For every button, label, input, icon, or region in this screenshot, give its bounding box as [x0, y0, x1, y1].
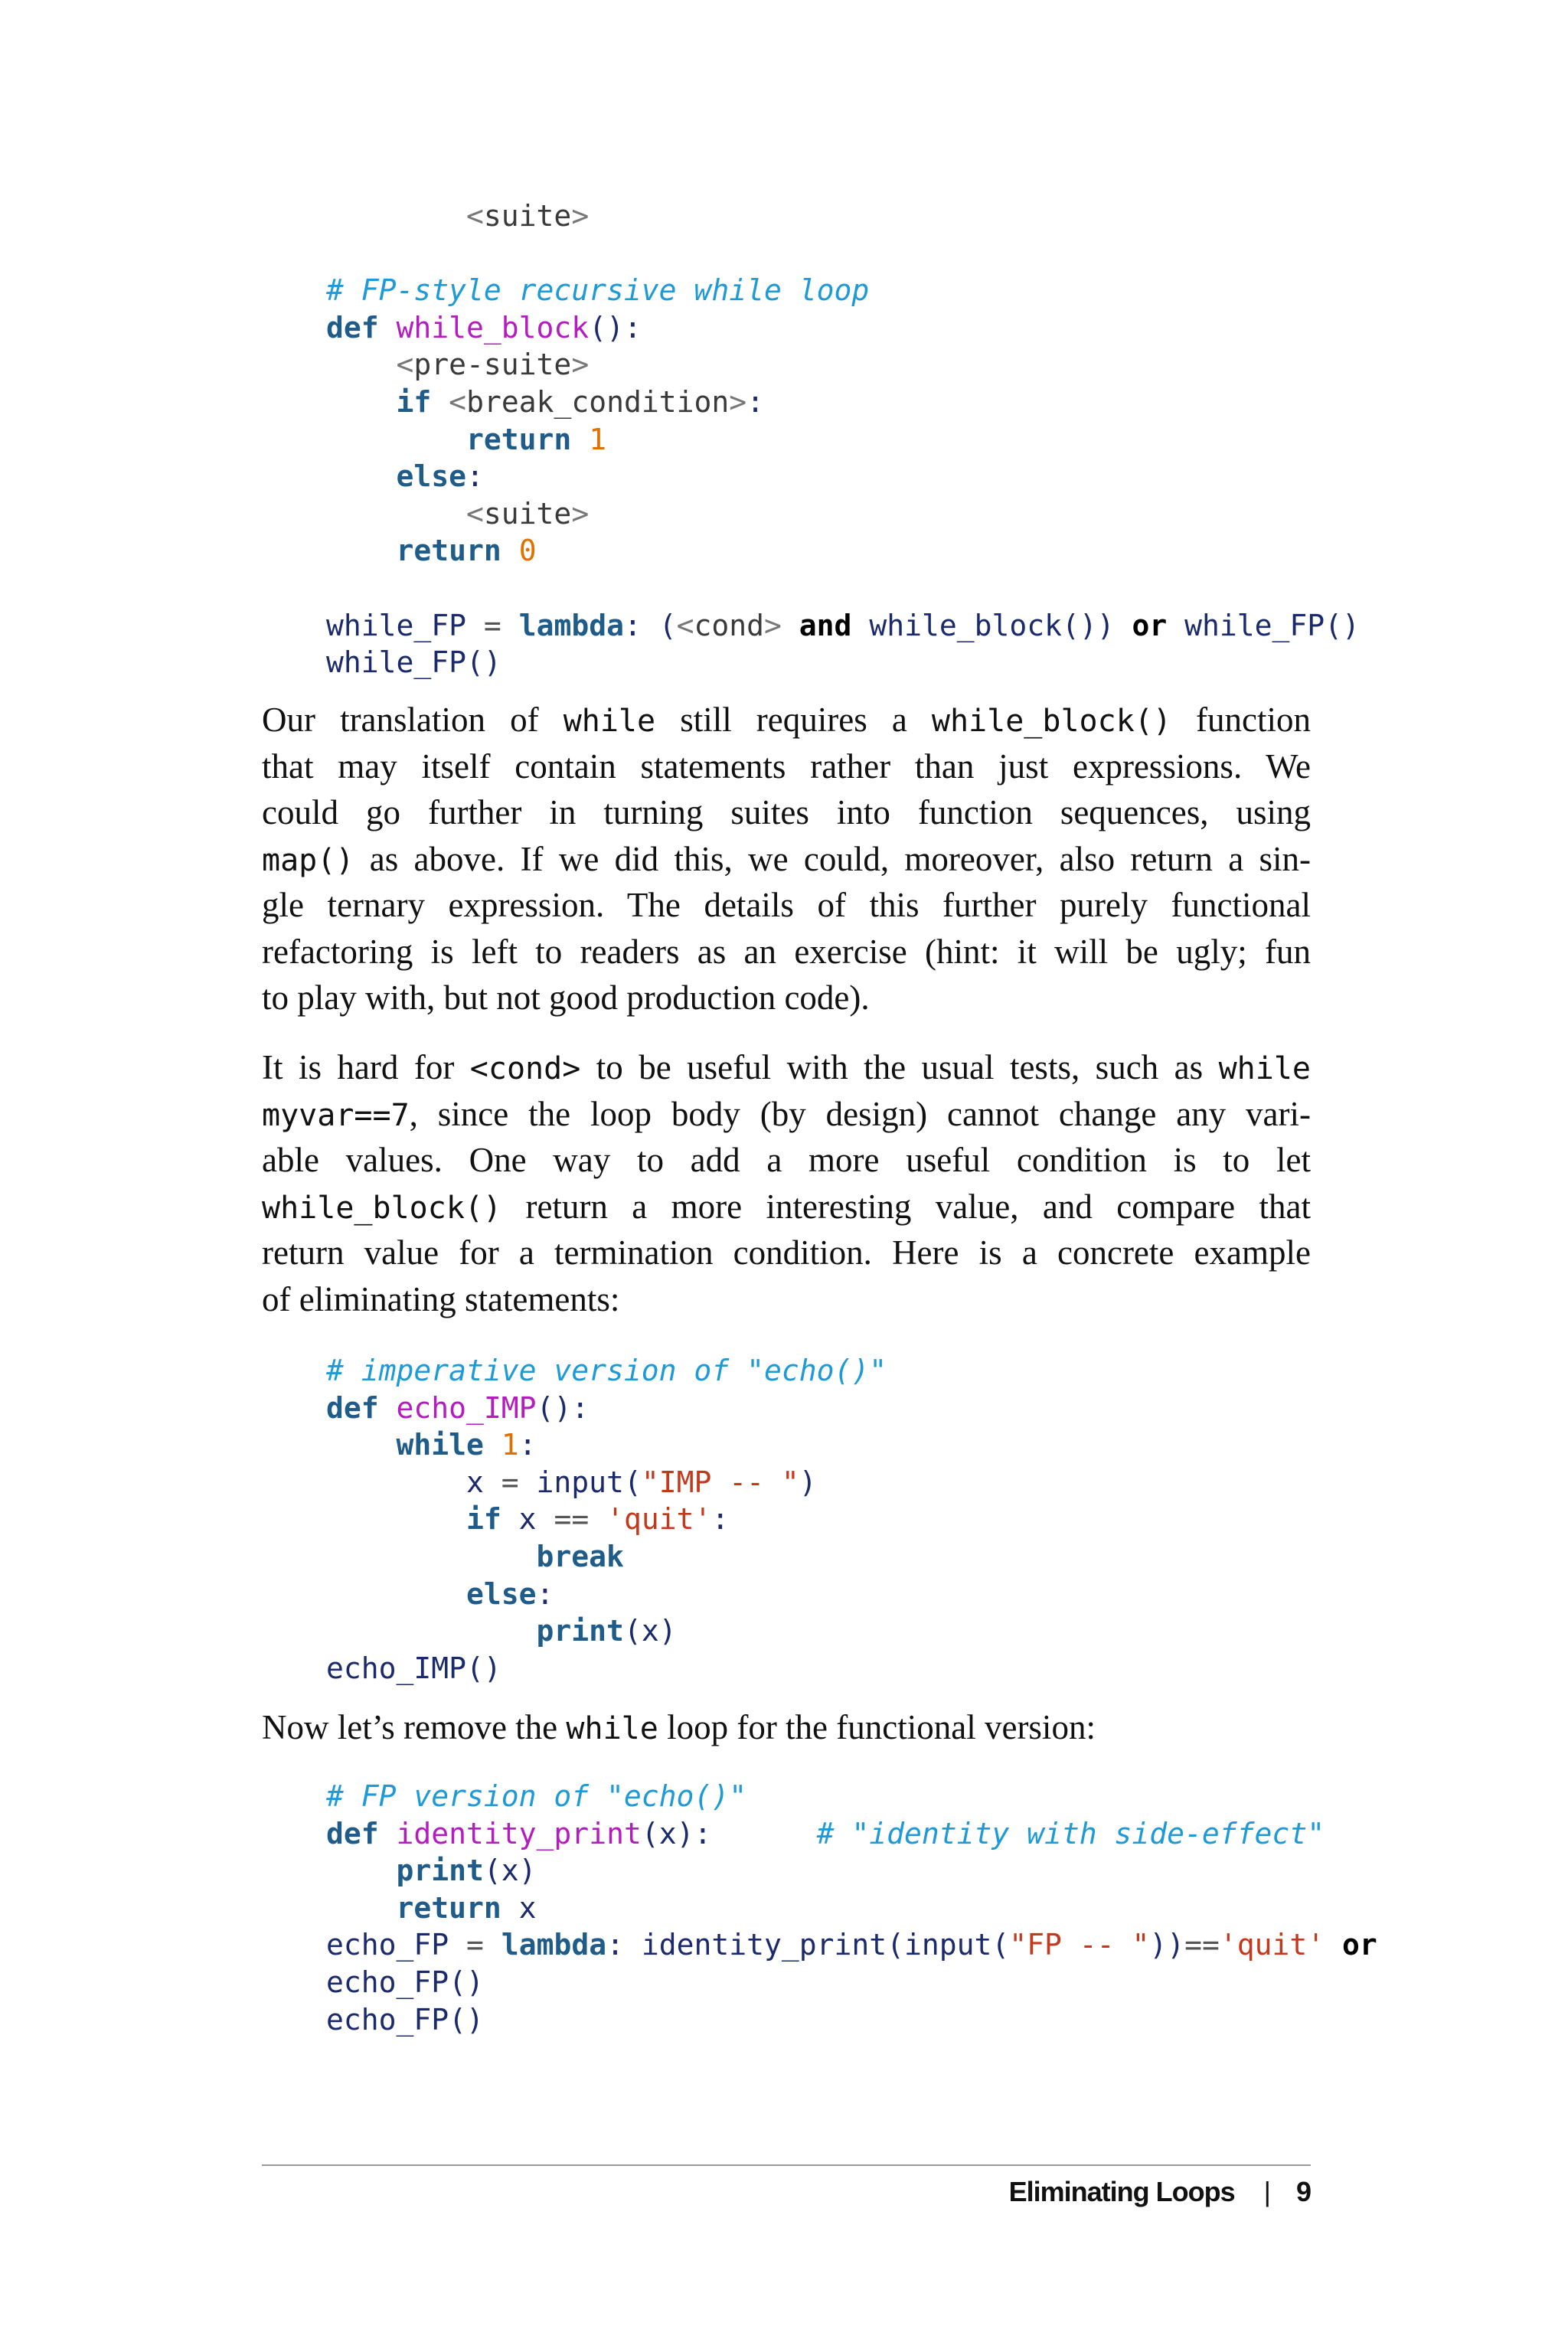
- code-line: return 0: [396, 534, 537, 568]
- inline-code: while: [566, 1711, 658, 1746]
- text-line: refactoring is left to readers as an exercise (hint: it will be ugly; fun: [262, 932, 1311, 971]
- inline-code: while: [1218, 1051, 1311, 1086]
- inline-code: myvar==7: [262, 1097, 410, 1133]
- code-line: def echo_IMP():: [326, 1390, 590, 1425]
- text-line: It is hard for <cond> to be useful with the usual tests, such as while: [262, 1048, 1311, 1086]
- code-line: if <break_condition>:: [396, 384, 765, 419]
- code-line: # imperative version of "echo()": [326, 1354, 887, 1387]
- code-line: if x == 'quit':: [466, 1502, 730, 1537]
- text-line: myvar==7, since the loop body (by design) cannot change any vari-: [262, 1094, 1311, 1133]
- inline-code: map(): [262, 842, 354, 878]
- code-line: echo_IMP(): [326, 1651, 501, 1685]
- code-line: return 1: [466, 422, 607, 456]
- code-line: def identity_print(x): # "identity with side-effect": [326, 1816, 1325, 1851]
- paragraph-remove-while: [262, 1704, 1311, 1751]
- text-line: to play with, but not good production code).: [262, 978, 870, 1017]
- code-line: while_FP(): [326, 645, 501, 680]
- text-line: return value for a termination condition. Here is a concrete example: [262, 1233, 1311, 1272]
- inline-code: while: [563, 704, 656, 739]
- text-line: while_block() return a more interesting value, and compare that: [262, 1187, 1311, 1226]
- code-line: while 1:: [396, 1428, 537, 1462]
- text-line: Our translation of while still requires a while_block() function: [262, 701, 1312, 739]
- text-line: able values. One way to add a more useful condition is to let: [262, 1141, 1311, 1179]
- code-line: else:: [466, 1576, 554, 1611]
- code-line: [326, 570, 1360, 607]
- code-line: <suite>: [466, 496, 590, 531]
- paragraph-cond-usefulness: [262, 1044, 1311, 1322]
- footer-page-number: 9: [1295, 2176, 1311, 2207]
- inline-code: <cond>: [469, 1051, 581, 1086]
- code-line: print(x): [396, 1854, 537, 1888]
- inline-code: while_block(): [931, 704, 1171, 739]
- code-line: return x: [396, 1890, 537, 1925]
- code-block-echo-functional: [326, 1778, 1377, 2038]
- footer-separator: |: [1263, 2176, 1270, 2207]
- code-line: # FP-style recursive while loop: [326, 273, 870, 308]
- code-line: <suite>: [466, 199, 590, 233]
- inline-code: while_block(): [262, 1190, 502, 1226]
- footer-chapter-title: Eliminating Loops: [1008, 2176, 1235, 2207]
- text-line: map() as above. If we did this, we could, moreover, also return a sin-: [262, 839, 1311, 878]
- code-line: print(x): [536, 1614, 677, 1648]
- text-line: Now let’s remove the while loop for the functional version:: [262, 1708, 1096, 1746]
- footer-rule: [262, 2164, 1311, 2166]
- code-line: [326, 235, 1360, 273]
- paragraph-while-translation: [262, 697, 1311, 1021]
- code-line: echo_FP(): [326, 1965, 484, 1999]
- text-line: of eliminating statements:: [262, 1279, 620, 1318]
- code-line: break: [536, 1539, 624, 1573]
- code-line: else:: [396, 459, 484, 494]
- running-footer: [1009, 2176, 1311, 2208]
- code-line: <pre-suite>: [396, 348, 590, 382]
- code-line: x = input("IMP -- "): [326, 1465, 817, 1499]
- code-block-recursive-while: [326, 198, 1360, 681]
- code-block-echo-imperative: [326, 1352, 887, 1687]
- code-line: while_FP = lambda: (<cond> and while_block()) or while_FP(): [326, 608, 1360, 642]
- code-line: echo_FP(): [326, 2002, 484, 2037]
- code-line: # FP version of "echo()": [326, 1779, 747, 1813]
- text-line: that may itself contain statements rather than just expressions. We: [262, 746, 1311, 786]
- text-line: could go further in turning suites into function sequences, using: [262, 793, 1311, 831]
- text-line: gle ternary expression. The details of this further purely functional: [262, 886, 1311, 924]
- code-line: echo_FP = lambda: identity_print(input("FP -- "))=='quit' or: [326, 1928, 1377, 1962]
- code-line: def while_block():: [326, 310, 642, 345]
